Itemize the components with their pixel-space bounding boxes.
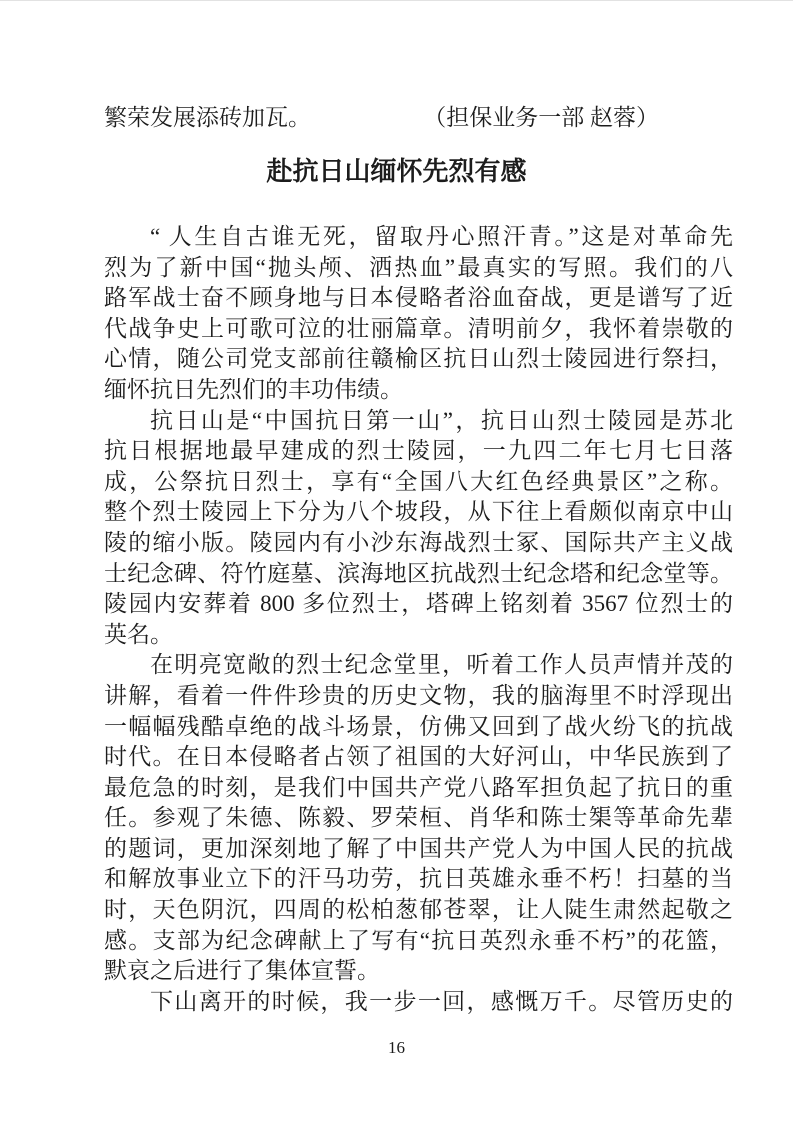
article-title: 赴抗日山缅怀先烈有感 [266, 156, 527, 186]
text-line: 成，公祭抗日烈士，享有“全国八大红色经典景区”之称。 [104, 468, 733, 494]
text-line: 陵的缩小版。陵园内有小沙东海战烈士冢、国际共产主义战 [104, 529, 733, 555]
text-line: 时代。在日本侵略者占领了祖国的大好河山，中华民族到了 [104, 744, 733, 770]
text-line: 抗日根据地最早建成的烈士陵园，一九四二年七月七日落 [104, 438, 733, 464]
text-line: 烈为了新中国“抛头颅、洒热血”最真实的写照。我们的八 [104, 254, 733, 280]
text-line: 下山离开的时候，我一步一回，感慨万千。尽管历史的 [150, 988, 733, 1014]
text-line: 最危急的时刻，是我们中国共产党八路军担负起了抗日的重 [104, 774, 733, 800]
text-line: 感。支部为纪念碑献上了写有“抗日英烈永垂不朽”的花篮， [104, 927, 733, 953]
text-line: 讲解，看着一件件珍贵的历史文物，我的脑海里不时浮现出 [104, 682, 733, 708]
article-body [104, 222, 733, 1017]
text-line: 任。参观了朱德、陈毅、罗荣桓、肖华和陈士榘等革命先辈 [104, 805, 733, 831]
text-line: 默哀之后进行了集体宣誓。 [104, 958, 380, 984]
text-line: 整个烈士陵园上下分为八个坡段，从下往上看颇似南京中山 [104, 499, 733, 525]
text-line: 士纪念碑、符竹庭墓、滨海地区抗战烈士纪念塔和纪念堂等。 [104, 560, 733, 586]
text-line: 心情，随公司党支部前往赣榆区抗日山烈士陵园进行祭扫， [104, 346, 733, 372]
text-line: 一幅幅残酷卓绝的战斗场景，仿佛又回到了战火纷飞的抗战 [104, 713, 733, 739]
text-line: 英名。 [104, 621, 173, 647]
carryover-line [104, 103, 733, 133]
carryover-text: 繁荣发展添砖加瓦。 [104, 105, 311, 130]
text-line: “ 人生自古谁无死，留取丹心照汗青。”这是对革命先 [150, 224, 733, 249]
text-line: 抗日山是“中国抗日第一山”，抗日山烈士陵园是苏北 [150, 407, 733, 433]
text-line: 路军战士奋不顾身地与日本侵略者浴血奋战，更是谱写了近 [104, 285, 733, 311]
text-line: 缅怀抗日先烈们的丰功伟绩。 [104, 376, 403, 402]
text-line: 的题词，更加深刻地了解了中国共产党人为中国人民的抗战 [104, 835, 733, 861]
text-line: 陵园内安葬着 800 多位烈士，塔碑上铭刻着 3567 位烈士的 [104, 591, 733, 617]
text-line: 代战争史上可歌可泣的壮丽篇章。清明前夕，我怀着崇敬的 [104, 315, 733, 341]
text-line: 和解放事业立下的汗马功劳，抗日英雄永垂不朽！扫墓的当 [104, 866, 733, 892]
author-byline: （担保业务一部 赵蓉） [423, 105, 659, 130]
page-number: 16 [388, 1038, 405, 1057]
text-line: 时，天色阴沉，四周的松柏葱郁苍翠，让人陡生肃然起敬之 [104, 897, 733, 923]
text-line: 在明亮宽敞的烈士纪念堂里，听着工作人员声情并茂的 [150, 652, 733, 678]
